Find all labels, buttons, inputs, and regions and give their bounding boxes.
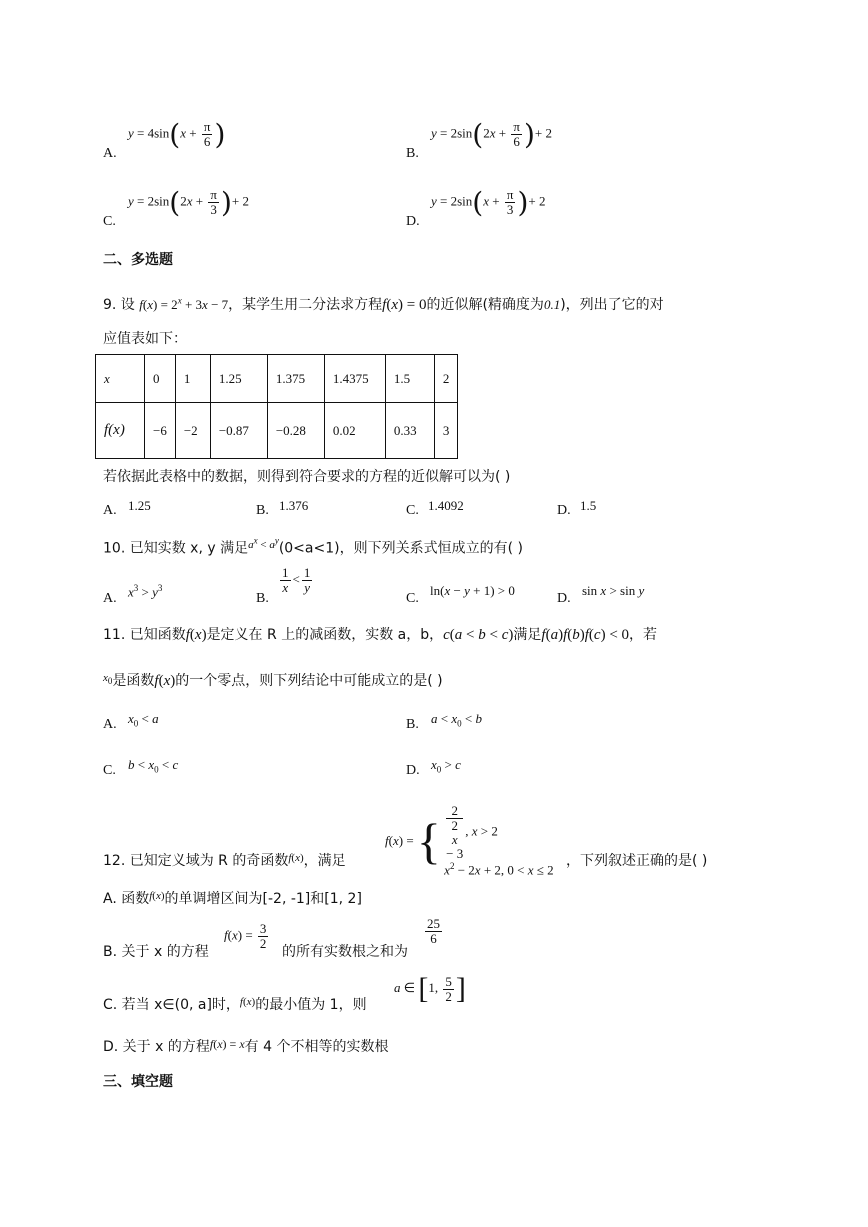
q12-f: f(x) xyxy=(288,852,304,864)
q10-option-d-label: D. xyxy=(557,591,571,606)
q10-line: 10. 已知实数 x, y 满足$^{a^x < a^y}$(0<a<1)，则下列关系式恒成立的有( ) xyxy=(103,535,523,557)
q11-option-c-label: C. xyxy=(103,763,116,778)
table-cell: 3 xyxy=(434,403,458,459)
q12-option-b-text: 的所有实数根之和为 xyxy=(282,944,408,960)
table-cell: 1 xyxy=(175,355,210,403)
q9-option-c-label: C. xyxy=(406,503,419,518)
table-cell: 1.4375 xyxy=(324,355,385,403)
q8-option-b-label: B. xyxy=(406,146,419,161)
q11-line2: $^{x_0}$是函数f(x)的一个零点，则下列结论中可能成立的是( ) xyxy=(103,672,443,689)
table-cell: −0.87 xyxy=(210,403,267,459)
q12-option-c: C. 若当 x∈(0, a]时，$^{f(x)}$的最小值为 1，则 xyxy=(103,996,367,1013)
table-header-fx: f(x) xyxy=(96,403,145,459)
q11-line1: 11. 已知函数f(x)是定义在 R 上的减函数，实数 a，b，c(a < b < c)满足f(a)f(b)f(c) < 0，若 xyxy=(103,627,658,643)
table-cell: 2 xyxy=(434,355,458,403)
q8-option-b-formula: y = 2sin(2x + $\frac{\pi}{6}$ )+ 2 xyxy=(431,118,552,151)
q12-line1-tail: ，下列叙述正确的是( ) xyxy=(566,853,708,869)
q12-piecewise: f(x) = { 2 2 x − 3 , x > 2 $x^2 - 2x + 2$, 0 < x ≤ 2 xyxy=(385,803,554,878)
table-header-x: x xyxy=(96,355,145,403)
table-cell: 1.25 xyxy=(210,355,267,403)
q12-option-b-val: $\frac{25}{6}$ xyxy=(427,916,440,946)
table-cell: 0.33 xyxy=(385,403,434,459)
q11-c: c(a < b < c) xyxy=(443,627,514,643)
q12-option-b: B. 关于 x 的方程 xyxy=(103,944,209,960)
table-row-fx xyxy=(96,403,458,459)
table-cell: 1.5 xyxy=(385,355,434,403)
q9-option-b-value: 1.376 xyxy=(279,498,309,513)
q9-option-a-value: 1.25 xyxy=(128,498,151,513)
q9-option-a-label: A. xyxy=(103,503,117,518)
q9-line2: 应值表如下： xyxy=(103,331,187,347)
q11-option-a-label: A. xyxy=(103,717,117,732)
q8-option-a-label: A. xyxy=(103,146,117,161)
q11-f: f(x) xyxy=(185,627,207,643)
q10-option-a-value: $x^3 > y^3$ xyxy=(128,583,163,600)
q12-line1: 12. 已知定义域为 R 的奇函数$^{f(x)}$，满足 xyxy=(103,852,346,869)
q8-option-c-label: C. xyxy=(103,214,116,229)
q11-f2: f(x) xyxy=(154,673,176,689)
q10-cond: ax < ay xyxy=(248,535,279,551)
table-cell: −6 xyxy=(145,403,176,459)
q10-option-c-value: ln(x − y + 1) > 0 xyxy=(430,583,515,598)
q11-cond: f(a)f(b)f(c) < 0 xyxy=(541,627,630,643)
section3-title: 三、填空题 xyxy=(103,1074,173,1090)
q8-option-d-label: D. xyxy=(406,214,420,229)
q10-option-a-label: A. xyxy=(103,591,117,606)
q8-option-a-formula: y = 4sin(x + $\frac{\pi}{6}$ ) xyxy=(128,118,226,151)
q12-option-b-eq: f(x) = $\frac{3}{2}$ xyxy=(224,921,267,951)
q9-option-d-value: 1.5 xyxy=(580,498,597,513)
q10-option-b-label: B. xyxy=(256,591,269,606)
q9-question: 若依据此表格中的数据，则得到符合要求的方程的近似解可以为( ) xyxy=(103,469,511,485)
q11-option-a-value: $x_0 < a$ xyxy=(128,711,159,729)
section2-title: 二、多选题 xyxy=(103,252,173,268)
q9-option-b-label: B. xyxy=(256,503,269,518)
q11-option-c-value: $b < x_0 < c$ xyxy=(128,757,179,775)
table-cell: −2 xyxy=(175,403,210,459)
q9-option-c-value: 1.4092 xyxy=(428,498,464,513)
q12-option-a: A. 函数$^{f(x)}$的单调增区间为[-2, -1]和[1, 2] xyxy=(103,890,362,907)
q10-option-d-value: sin x > sin y xyxy=(582,583,645,598)
q12-option-c-val: a ∈ [1, $\frac{5}{2}$ ] xyxy=(394,972,466,1005)
q11-option-d-value: $x_0 > c$ xyxy=(431,757,461,775)
q12-option-d: D. 关于 x 的方程f(x) = x有 4 个不相等的实数根 xyxy=(103,1037,389,1055)
table-cell: 0 xyxy=(145,355,176,403)
q10-option-b-value: $\frac{1}{x}$ < $\frac{1}{y}$ xyxy=(282,565,311,595)
table-cell: 0.02 xyxy=(324,403,385,459)
q8-option-d-formula: y = 2sin(x + $\frac{\pi}{3}$ )+ 2 xyxy=(431,186,546,219)
q12-option-d-eq: f(x) = x xyxy=(209,1037,245,1051)
q8-option-c-formula: y = 2sin(2x + $\frac{\pi}{3}$ )+ 2 xyxy=(128,186,249,219)
q11-option-b-label: B. xyxy=(406,717,419,732)
table-cell: 1.375 xyxy=(267,355,324,403)
table-row-x xyxy=(96,355,458,403)
q9-func: $f(x) = 2^x + 3x - 7$ xyxy=(139,295,229,312)
q9-line1: 9. 设 $f(x) = 2^x + 3x - 7$，某学生用二分法求方程f(x) = 0的近似解(精确度为0.1)，列出了它的对 xyxy=(103,295,664,313)
table-cell: −0.28 xyxy=(267,403,324,459)
q9-eq: f(x) = 0 xyxy=(382,297,427,313)
q11-option-d-label: D. xyxy=(406,763,420,778)
q9-value-table xyxy=(95,354,458,459)
q11-x0: x0 xyxy=(103,672,113,687)
q9-option-d-label: D. xyxy=(557,503,571,518)
q10-option-c-label: C. xyxy=(406,591,419,606)
q11-option-b-value: $a < x_0 < b$ xyxy=(431,711,482,729)
